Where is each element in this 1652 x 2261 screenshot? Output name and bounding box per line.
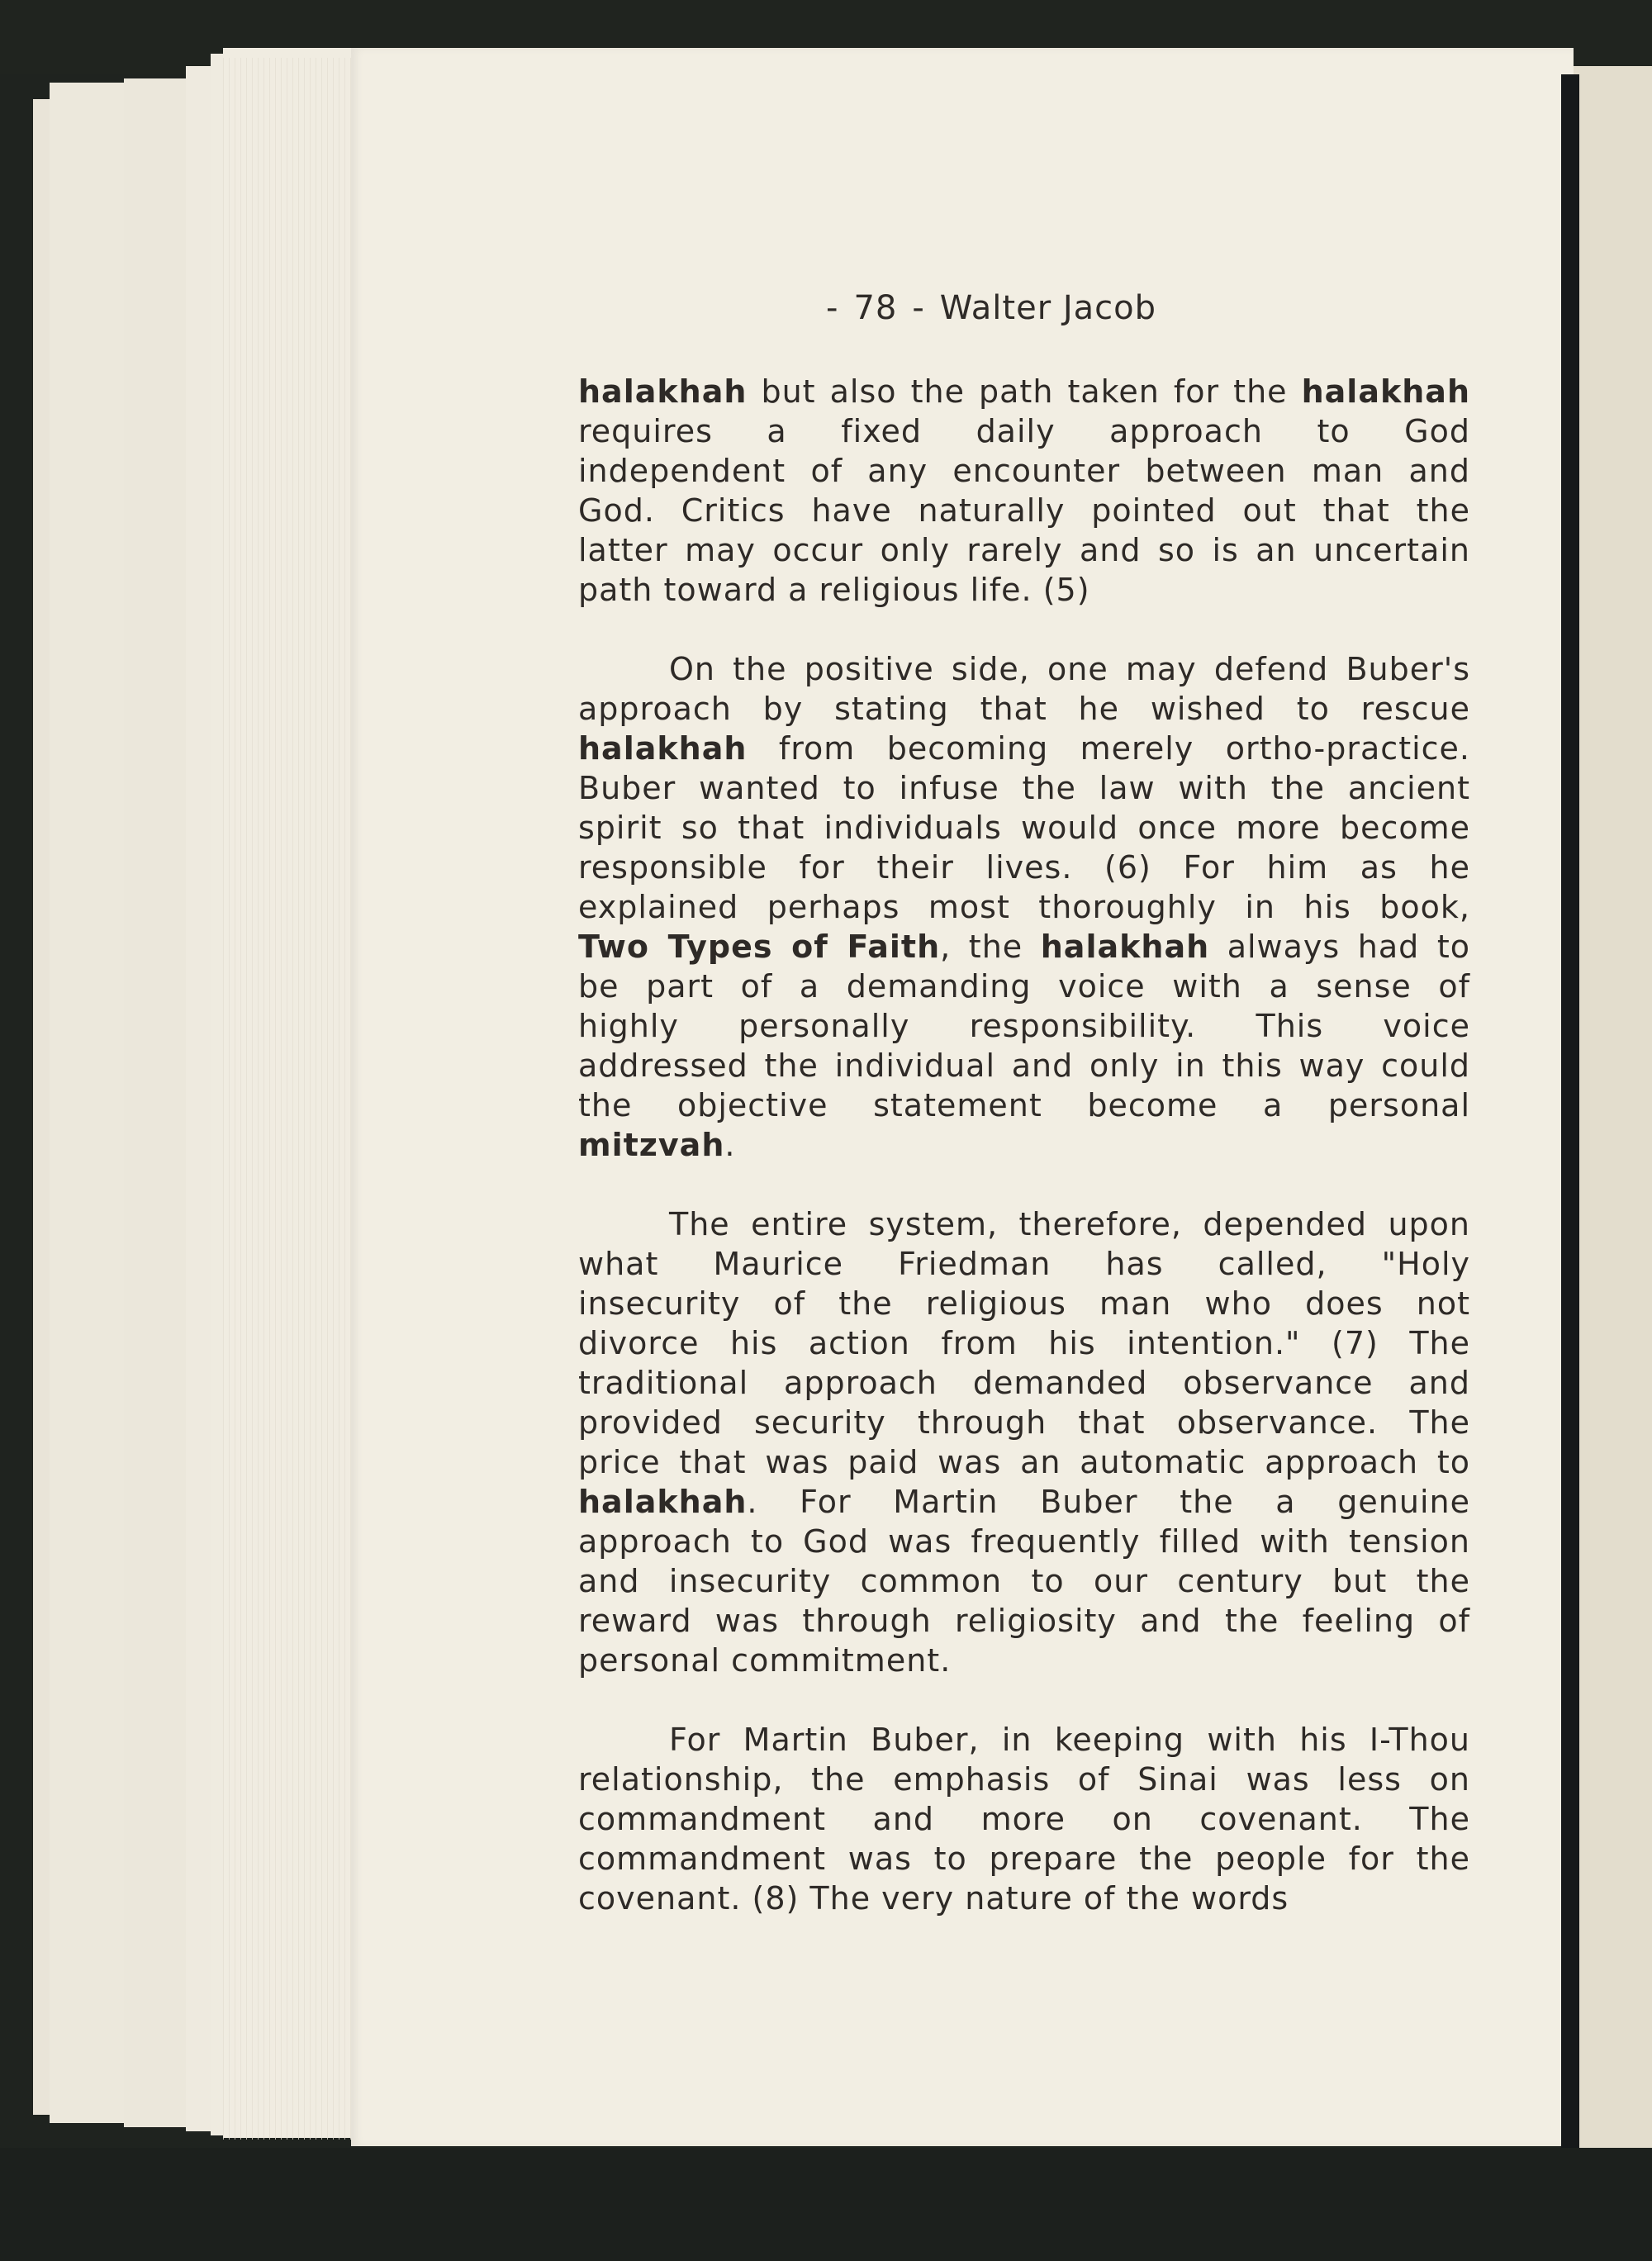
text-run: path toward a religious life. (5) <box>578 572 1090 608</box>
text-line <box>578 689 1470 729</box>
text-line <box>578 1204 1470 1244</box>
text-run: The entire system, therefore, depended upon <box>669 1206 1470 1242</box>
page-number: 78 <box>853 289 898 327</box>
text-line <box>578 1760 1470 1799</box>
paragraph <box>578 1720 1470 1918</box>
text-line <box>578 1323 1470 1363</box>
book-gutter <box>1561 74 1579 2189</box>
text-line <box>578 1522 1470 1561</box>
bold-term: halakhah <box>1301 373 1470 410</box>
text-line <box>578 1601 1470 1641</box>
bold-term: halakhah <box>578 373 748 410</box>
text-line <box>578 1403 1470 1442</box>
header-dash: - <box>826 289 839 327</box>
text-run: and insecurity common to our century but the <box>578 1563 1470 1599</box>
text-run: highly personally responsibility. This voice <box>578 1008 1470 1044</box>
text-run: the objective statement become a personal <box>578 1087 1470 1123</box>
text-line <box>578 1561 1470 1601</box>
text-line <box>578 491 1470 530</box>
text-run: spirit so that individuals would once more become <box>578 810 1470 846</box>
text-run: . <box>724 1127 736 1163</box>
header-dash: - <box>912 289 925 327</box>
text-line <box>578 848 1470 887</box>
text-run: commandment was to prepare the people for the <box>578 1841 1470 1877</box>
text-run: , the <box>940 929 1041 965</box>
text-run: always had to <box>1209 929 1470 965</box>
text-run: approach to God was frequently filled with tension <box>578 1523 1470 1560</box>
text-run: traditional approach demanded observance and <box>578 1365 1470 1401</box>
text-line <box>578 451 1470 491</box>
text-line <box>578 570 1470 610</box>
text-line <box>578 372 1470 411</box>
text-line <box>578 927 1470 967</box>
text-line <box>578 1125 1470 1165</box>
text-run: provided security through that observance. The <box>578 1404 1470 1441</box>
text-line <box>578 1799 1470 1839</box>
bold-term: mitzvah <box>578 1127 725 1163</box>
text-run: personal commitment. <box>578 1642 952 1679</box>
text-run: latter may occur only rarely and so is an uncertain <box>578 532 1470 568</box>
text-line <box>578 1482 1470 1522</box>
text-run: explained perhaps most thoroughly in his book, <box>578 889 1470 925</box>
text-run: price that was paid was an automatic approach to <box>578 1444 1470 1480</box>
text-run: God. Critics have naturally pointed out that the <box>578 492 1470 529</box>
running-header <box>826 289 1404 327</box>
bold-term: halakhah <box>578 730 748 767</box>
bold-term: Two Types of Faith <box>578 929 941 965</box>
text-line <box>578 1085 1470 1125</box>
text-run: independent of any encounter between man and <box>578 453 1470 489</box>
text-line <box>578 1442 1470 1482</box>
text-line <box>578 530 1470 570</box>
text-run: be part of a demanding voice with a sense of <box>578 968 1470 1005</box>
text-line <box>578 1006 1470 1046</box>
header-author: Walter Jacob <box>939 289 1157 327</box>
text-run: insecurity of the religious man who does not <box>578 1285 1470 1322</box>
text-line <box>578 1720 1470 1760</box>
body-text <box>578 372 1470 1958</box>
text-run: addressed the individual and only in this way could <box>578 1047 1470 1084</box>
bold-term: halakhah <box>1040 929 1210 965</box>
text-run: divorce his action from his intention." (7) The <box>578 1325 1470 1361</box>
text-line <box>578 967 1470 1006</box>
text-run: what Maurice Friedman has called, "Holy <box>578 1246 1470 1282</box>
paragraph <box>578 1204 1470 1680</box>
text-run: relationship, the emphasis of Sinai was less on <box>578 1761 1470 1798</box>
facing-page-edge <box>1574 66 1652 2214</box>
text-run: commandment and more on covenant. The <box>578 1801 1470 1837</box>
text-run: . For Martin Buber the a genuine <box>747 1484 1470 1520</box>
text-run: from becoming merely ortho-practice. <box>747 730 1470 767</box>
text-line <box>578 887 1470 927</box>
text-line <box>578 649 1470 689</box>
text-line <box>578 1244 1470 1284</box>
text-line <box>578 768 1470 808</box>
text-run: but also the path taken for the <box>747 373 1302 410</box>
text-line <box>578 1641 1470 1680</box>
paragraph <box>578 649 1470 1165</box>
text-run: Buber wanted to infuse the law with the ancient <box>578 770 1470 806</box>
text-run: responsible for their lives. (6) For him as he <box>578 849 1470 886</box>
text-run: reward was through religiosity and the feeling of <box>578 1603 1470 1639</box>
text-line <box>578 1839 1470 1879</box>
background-bottom <box>0 2148 1652 2261</box>
text-line <box>578 1046 1470 1085</box>
text-line <box>578 1284 1470 1323</box>
text-run: On the positive side, one may defend Buber's <box>669 651 1470 687</box>
page-edge-lines <box>223 58 355 2140</box>
text-line <box>578 411 1470 451</box>
text-run: covenant. (8) The very nature of the words <box>578 1880 1289 1917</box>
text-line <box>578 729 1470 768</box>
text-line <box>578 1363 1470 1403</box>
bold-term: halakhah <box>578 1484 748 1520</box>
text-run: requires a fixed daily approach to God <box>578 413 1470 449</box>
text-run: For Martin Buber, in keeping with his I-Thou <box>669 1722 1470 1758</box>
text-run: approach by stating that he wished to rescue <box>578 691 1470 727</box>
text-line <box>578 1879 1470 1918</box>
text-line <box>578 808 1470 848</box>
paragraph <box>578 372 1470 610</box>
